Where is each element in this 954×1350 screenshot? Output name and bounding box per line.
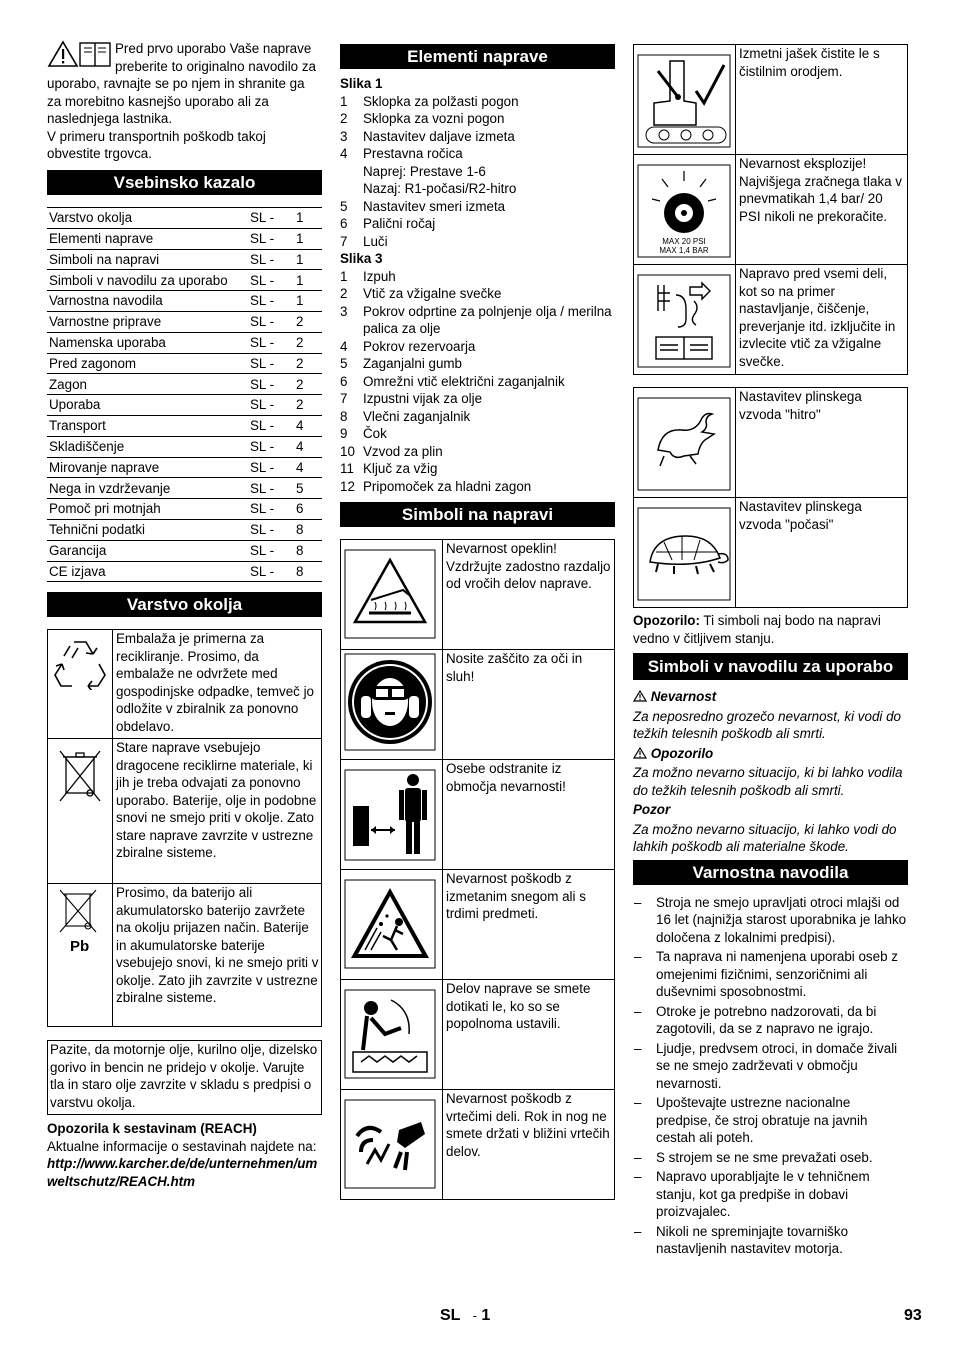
intro-text: Pred prvo uporabo Vaše naprave preberite to originalno navodilo za uporabo, ravnajte se po njem in shranite ga za morebitno kasnejšo uporabo ali za naslednjega lastnika. <box>47 41 316 126</box>
toc-section: SL - <box>248 395 294 416</box>
warning-triangle-icon <box>49 42 77 66</box>
safety-list <box>633 894 908 1258</box>
safety-item: – Napravo uporabljajte le v tehničnem stanju, kot ga predpiše in dobavi proizvajalec. <box>633 1168 908 1221</box>
rotating-parts-icon <box>341 980 443 1090</box>
symbol-text: Nevarnost poškodb z izmetanim snegom ali s trdimi predmeti. <box>443 870 615 980</box>
environment-row <box>48 739 322 884</box>
list-item-number: 10 <box>340 443 355 459</box>
list-item-number: 9 <box>340 426 348 441</box>
toc-row[interactable] <box>47 353 322 374</box>
safety-heading: Varnostna navodila <box>633 860 908 885</box>
toc-title: Simboli na napravi <box>47 249 248 270</box>
list-item-text: Luči <box>363 233 388 249</box>
toc-section: SL - <box>248 499 294 520</box>
list-item-number: 4 <box>340 338 348 354</box>
symbol-text: Nevarnost opeklin! Vzdržujte zadostno razdaljo od vročih delov naprave. <box>443 540 615 650</box>
toc-page: 1 <box>294 270 322 291</box>
warning-title <box>633 745 908 763</box>
toc-row[interactable] <box>47 478 322 499</box>
toc-page: 8 <box>294 561 322 582</box>
list-item-number: 8 <box>340 408 348 424</box>
list-item-number: 6 <box>340 373 348 389</box>
symbol-text: Nastavitev plinskega vzvoda "hitro" <box>736 388 908 498</box>
manual-book-icon <box>80 43 110 66</box>
list-item-number: 5 <box>340 198 348 214</box>
list-item-text: Nazaj: R1-počasi/R2-hitro <box>363 181 517 196</box>
symbol-row <box>341 650 615 760</box>
list-item-text: Prestavna ročica <box>363 146 463 161</box>
toc-section: SL - <box>248 436 294 457</box>
list-item-text: Izpustni vijak za olje <box>363 391 483 406</box>
safety-item: – Nikoli ne spreminjajte tovarniško nastavljenih nastavitev motorja. <box>633 1223 908 1258</box>
symbol-text: Izmetni jašek čistite le s čistilnim orodjem. <box>736 45 908 155</box>
toc-title: Nega in vzdrževanje <box>47 478 248 499</box>
tire-pressure-label-psi: MAX 20 PSI <box>662 237 706 246</box>
column-right <box>633 44 908 1260</box>
toc-section: SL - <box>248 228 294 249</box>
reach-link[interactable]: http://www.karcher.de/de/unternehmen/umweltschutz/REACH.htm <box>47 1156 318 1189</box>
toc-page: 2 <box>294 353 322 374</box>
safety-item: – Ljudje, predvsem otroci, in domače živali se ne smejo zadrževati v območju nevarnosti. <box>633 1040 908 1093</box>
toc-row[interactable] <box>47 249 322 270</box>
toc-section: SL - <box>248 374 294 395</box>
list-item-number: 4 <box>340 146 348 161</box>
list-item <box>340 338 615 356</box>
column-left <box>47 40 322 1190</box>
toc-page: 2 <box>294 332 322 353</box>
toc-section: SL - <box>248 311 294 332</box>
symbols-note-label: Opozorilo: <box>633 613 700 628</box>
symbol-row <box>341 540 615 650</box>
list-item <box>340 478 615 496</box>
list-item <box>340 390 615 408</box>
toc-section: SL - <box>248 208 294 229</box>
toc-table <box>47 207 322 582</box>
list-item-number: 5 <box>340 356 348 371</box>
toc-title: Varstvo okolja <box>47 208 248 229</box>
symbol-text: Napravo pred vsemi deli, kot so na primer nastavljanje, čiščenje, preverjanje itd. izključite in izvlecite vtič za vžigalne svečke. <box>736 265 908 375</box>
symbol-row <box>341 1090 615 1200</box>
list-item-number: 1 <box>340 268 348 284</box>
symbol-text: Osebe odstranite iz območja nevarnosti! <box>443 760 615 870</box>
list-item-number: 11 <box>340 461 354 476</box>
toc-section: SL - <box>248 457 294 478</box>
throttle-symbols-table <box>633 387 908 608</box>
safety-item: – Upoštevajte ustrezne nacionalne predpise, če stroj obratuje na javnih cestah ali poteh. <box>633 1094 908 1147</box>
hand-injury-icon <box>341 1090 443 1200</box>
manual-symbols-heading: Simboli v navodilu za uporabo <box>633 653 908 680</box>
list-item-text: Ključ za vžig <box>363 461 438 476</box>
symbols-note <box>633 612 908 647</box>
toc-row[interactable] <box>47 208 322 229</box>
symbol-row <box>634 265 908 375</box>
symbol-text: Nosite zaščito za oči in sluh! <box>443 650 615 760</box>
list-item-text: Nastavitev daljave izmeta <box>363 128 515 144</box>
toc-page: 5 <box>294 478 322 499</box>
toc-row[interactable] <box>47 311 322 332</box>
toc-title: Tehnični podatki <box>47 519 248 540</box>
toc-row[interactable] <box>47 499 322 520</box>
toc-title: Simboli v navodilu za uporabo <box>47 270 248 291</box>
list-item-text: Palični ročaj <box>363 216 436 231</box>
list-item-text: Vlečni zaganjalnik <box>363 408 471 424</box>
list-item <box>340 93 615 111</box>
toc-page: 4 <box>294 415 322 436</box>
list-item-text: Pokrov rezervoarja <box>363 338 476 354</box>
environment-row <box>48 630 322 739</box>
list-item-text: Pokrov odprtine za polnjenje olja / merilna palica za olje <box>363 303 612 336</box>
environment-text: Embalaža je primerna za recikliranje. Prosimo, da embalaže ne odvržete med gospodinjske odpadke, temveč jo odložite v zbiralnik za ponovno obdelavo. <box>113 630 322 739</box>
safety-item: – S strojem se ne sme prevažati oseb. <box>633 1149 908 1167</box>
tire-pressure-label-bar: MAX 1,4 BAR <box>659 246 709 255</box>
warning-text: Za možno nevarno situacijo, ki bi lahko vodila do težkih telesnih poškodb ali smrti. <box>633 765 903 798</box>
list-item <box>340 408 615 426</box>
toc-title: Transport <box>47 415 248 436</box>
toc-title: CE izjava <box>47 561 248 582</box>
crossed-bin-icon <box>48 739 113 884</box>
intro <box>47 40 322 164</box>
toc-section: SL - <box>248 561 294 582</box>
warning-title-text: Opozorilo <box>650 745 714 761</box>
list-item-text: Omrežni vtič električni zaganjalnik <box>363 373 565 389</box>
toc-title: Pred zagonom <box>47 353 248 374</box>
crossed-bin-pb-icon <box>48 884 113 1027</box>
toc-section: SL - <box>248 291 294 312</box>
toc-row[interactable] <box>47 436 322 457</box>
list-item <box>340 145 615 163</box>
symbol-row <box>634 498 908 608</box>
toc-section: SL - <box>248 332 294 353</box>
toc-section: SL - <box>248 519 294 540</box>
safety-item: – Stroja ne smejo upravljati otroci mlajši od 16 let (najnižja starost uporabnika je lahko določena z lokalnimi predpisi). <box>633 894 908 947</box>
chute-cleaning-tool-icon <box>634 45 736 155</box>
tire-pressure-icon <box>634 155 736 265</box>
toc-row[interactable] <box>47 540 322 561</box>
list-item <box>340 443 615 461</box>
symbol-row <box>634 45 908 155</box>
list-item-number: 7 <box>340 391 348 406</box>
environment-table <box>47 629 322 1027</box>
toc-row[interactable] <box>47 457 322 478</box>
toc-title: Varnostna navodila <box>47 291 248 312</box>
page-number: 93 <box>904 1307 922 1324</box>
list-item <box>340 110 615 128</box>
danger-title <box>633 688 908 706</box>
list-item-text: Vzvod za plin <box>363 443 443 459</box>
symbol-row <box>634 155 908 265</box>
safety-item: – Ta naprava ni namenjena uporabi oseb z omejenimi fizičnimi, senzoričnimi ali duševnimi sposobnostmi. <box>633 948 908 1001</box>
toc-section: SL - <box>248 270 294 291</box>
list-item-text: Nastavitev smeri izmeta <box>363 198 506 214</box>
flying-objects-icon <box>341 870 443 980</box>
symbol-text: Nevarnost eksplozije! Najvišjega zračnega tlaka v pnevmatikah 1,4 bar/ 20 PSI nikoli ne prekoračite. <box>736 155 908 265</box>
toc-title: Elementi naprave <box>47 228 248 249</box>
toc-title: Skladiščenje <box>47 436 248 457</box>
device-symbols-table <box>340 539 615 1200</box>
list-item <box>340 355 615 373</box>
toc-page: 8 <box>294 540 322 561</box>
list-item <box>340 460 615 478</box>
keep-distance-icon <box>341 760 443 870</box>
safety-item: – Otroke je potrebno nadzorovati, da bi zagotovili, da se z napravo ne igrajo. <box>633 1003 908 1038</box>
reach-text: Aktualne informacije o sestavinah najdete na: <box>47 1138 317 1154</box>
environment-text: Stare naprave vsebujejo dragocene reciklirne materiale, ki jih je treba odvajati za ponovno uporabo. Baterije, olje in podobne snovi ne smejo priti v okolje. Zato stare naprave zavrzite v ustrezne zbiralne sisteme. <box>113 739 322 884</box>
symbol-text: Nevarnost poškodb z vrtečimi deli. Rok in nog ne smete držati v bližini vrtečih delov. <box>443 1090 615 1200</box>
reach-title: Opozorila k sestavinam (REACH) <box>47 1121 257 1137</box>
environment-row <box>48 884 322 1027</box>
toc-page: 2 <box>294 395 322 416</box>
toc-row[interactable] <box>47 270 322 291</box>
toc-section: SL - <box>248 415 294 436</box>
toc-section: SL - <box>248 249 294 270</box>
toc-page: 2 <box>294 311 322 332</box>
toc-row[interactable] <box>47 374 322 395</box>
list-item <box>340 128 615 146</box>
elements-heading: Elementi naprave <box>340 44 615 69</box>
symbol-text: Nastavitev plinskega vzvoda "počasi" <box>736 498 908 608</box>
column-middle <box>340 44 615 1200</box>
list-item <box>340 198 615 216</box>
hare-fast-icon <box>634 388 736 498</box>
toc-row[interactable] <box>47 332 322 353</box>
list-item-text: Zaganjalni gumb <box>363 356 463 371</box>
list-item-number: 1 <box>340 93 348 109</box>
toc-section: SL - <box>248 353 294 374</box>
toc-page: 2 <box>294 374 322 395</box>
list-item-number: 2 <box>340 111 348 126</box>
device-symbols-heading: Simboli na napravi <box>340 502 615 527</box>
symbols-note-text: Ti simboli naj bodo na napravi vedno v čitljivem stanju. <box>633 613 881 646</box>
list-item <box>340 285 615 303</box>
toc-page: 1 <box>294 228 322 249</box>
list-item <box>340 425 615 443</box>
list-item-number: 3 <box>340 303 348 319</box>
environment-heading: Varstvo okolja <box>47 592 322 617</box>
symbol-row <box>634 388 908 498</box>
toc-page: 1 <box>294 249 322 270</box>
toc-row[interactable] <box>47 561 322 582</box>
caution-text: Za možno nevarno situacijo, ki lahko vodi do lahkih poškodb ali materialne škode. <box>633 821 897 854</box>
symbol-row <box>341 760 615 870</box>
toc-page: 4 <box>294 457 322 478</box>
list-item <box>340 303 615 338</box>
toc-page: 8 <box>294 519 322 540</box>
toc-page: 1 <box>294 291 322 312</box>
list-item <box>340 163 615 181</box>
footer-lang: SL <box>440 1307 461 1324</box>
footer-dash: - <box>472 1308 477 1323</box>
toc-row[interactable] <box>47 415 322 436</box>
list-item-number: 6 <box>340 216 348 231</box>
list-item-text: Sklopka za vozni pogon <box>363 111 505 126</box>
fig3-label: Slika 3 <box>340 251 383 266</box>
warning-triangle-icon <box>633 690 647 702</box>
list-item-text: Pripomoček za hladni zagon <box>363 478 532 494</box>
footer-page-local: 1 <box>481 1307 491 1324</box>
symbol-row <box>341 870 615 980</box>
toc-title: Garancija <box>47 540 248 561</box>
toc-row[interactable] <box>47 228 322 249</box>
list-item <box>340 268 615 286</box>
toc-title: Zagon <box>47 374 248 395</box>
list-item <box>340 180 615 198</box>
toc-section: SL - <box>248 540 294 561</box>
caution-title: Pozor <box>633 802 671 817</box>
pb-label: Pb <box>70 938 90 956</box>
fig1-label: Slika 1 <box>340 76 383 91</box>
turtle-slow-icon <box>634 498 736 608</box>
toc-row[interactable] <box>47 395 322 416</box>
toc-page: 4 <box>294 436 322 457</box>
list-item-text: Čok <box>363 426 387 441</box>
list-item-number: 7 <box>340 233 348 249</box>
footer <box>440 1307 490 1325</box>
toc-title: Namenska uporaba <box>47 332 248 353</box>
toc-row[interactable] <box>47 519 322 540</box>
list-item <box>340 233 615 251</box>
intro-text-damage: V primeru transportnih poškodb takoj obvestite trgovca. <box>47 128 266 161</box>
device-symbols-table-right <box>633 44 908 375</box>
symbol-text: Delov naprave se smete dotikati le, ko so se popolnoma ustavili. <box>443 980 615 1090</box>
list-item <box>340 215 615 233</box>
oil-note: Pazite, da motornje olje, kurilno olje, dizelsko gorivo in bencin ne pridejo v okolje. Varujte tla in staro olje zavrzite v skladu s predpisi o varstvu okolja. <box>47 1040 322 1115</box>
unplug-spark-plug-icon <box>634 265 736 375</box>
eye-ear-protection-icon <box>341 650 443 760</box>
warning-triangle-icon <box>633 747 647 759</box>
toc-page: 1 <box>294 208 322 229</box>
list-item-number: 2 <box>340 286 348 301</box>
toc-heading: Vsebinsko kazalo <box>47 170 322 195</box>
list-item-text: Izpuh <box>363 268 396 284</box>
toc-page: 6 <box>294 499 322 520</box>
toc-section: SL - <box>248 478 294 499</box>
symbol-row <box>341 980 615 1090</box>
danger-text: Za neposredno grozečo nevarnost, ki vodi do težkih telesnih poškodb ali smrti. <box>633 708 901 741</box>
fig3-list <box>340 268 615 496</box>
environment-text: Prosimo, da baterijo ali akumulatorsko baterijo zavržete na okolju prijazen način. Baterije in akumulatorske baterije vsebujejo snovi, ki ne smejo priti v okolje. Zato jih zavrzite v ustrezne zbiralne sisteme. <box>113 884 322 1027</box>
list-item-text: Naprej: Prestave 1-6 <box>363 163 486 179</box>
toc-title: Mirovanje naprave <box>47 457 248 478</box>
list-item-text: Sklopka za polžasti pogon <box>363 93 519 109</box>
list-item-number: 3 <box>340 128 348 144</box>
toc-title: Pomoč pri motnjah <box>47 499 248 520</box>
toc-title: Uporaba <box>47 395 248 416</box>
list-item-number: 12 <box>340 478 355 494</box>
list-item-text: Vtič za vžigalne svečke <box>363 286 502 301</box>
recycling-icon <box>48 630 113 739</box>
fig1-list <box>340 93 615 251</box>
hot-surface-icon <box>341 540 443 650</box>
toc-row[interactable] <box>47 291 322 312</box>
list-item <box>340 373 615 391</box>
danger-title-text: Nevarnost <box>650 689 717 704</box>
intro-icons <box>47 40 113 70</box>
toc-title: Varnostne priprave <box>47 311 248 332</box>
